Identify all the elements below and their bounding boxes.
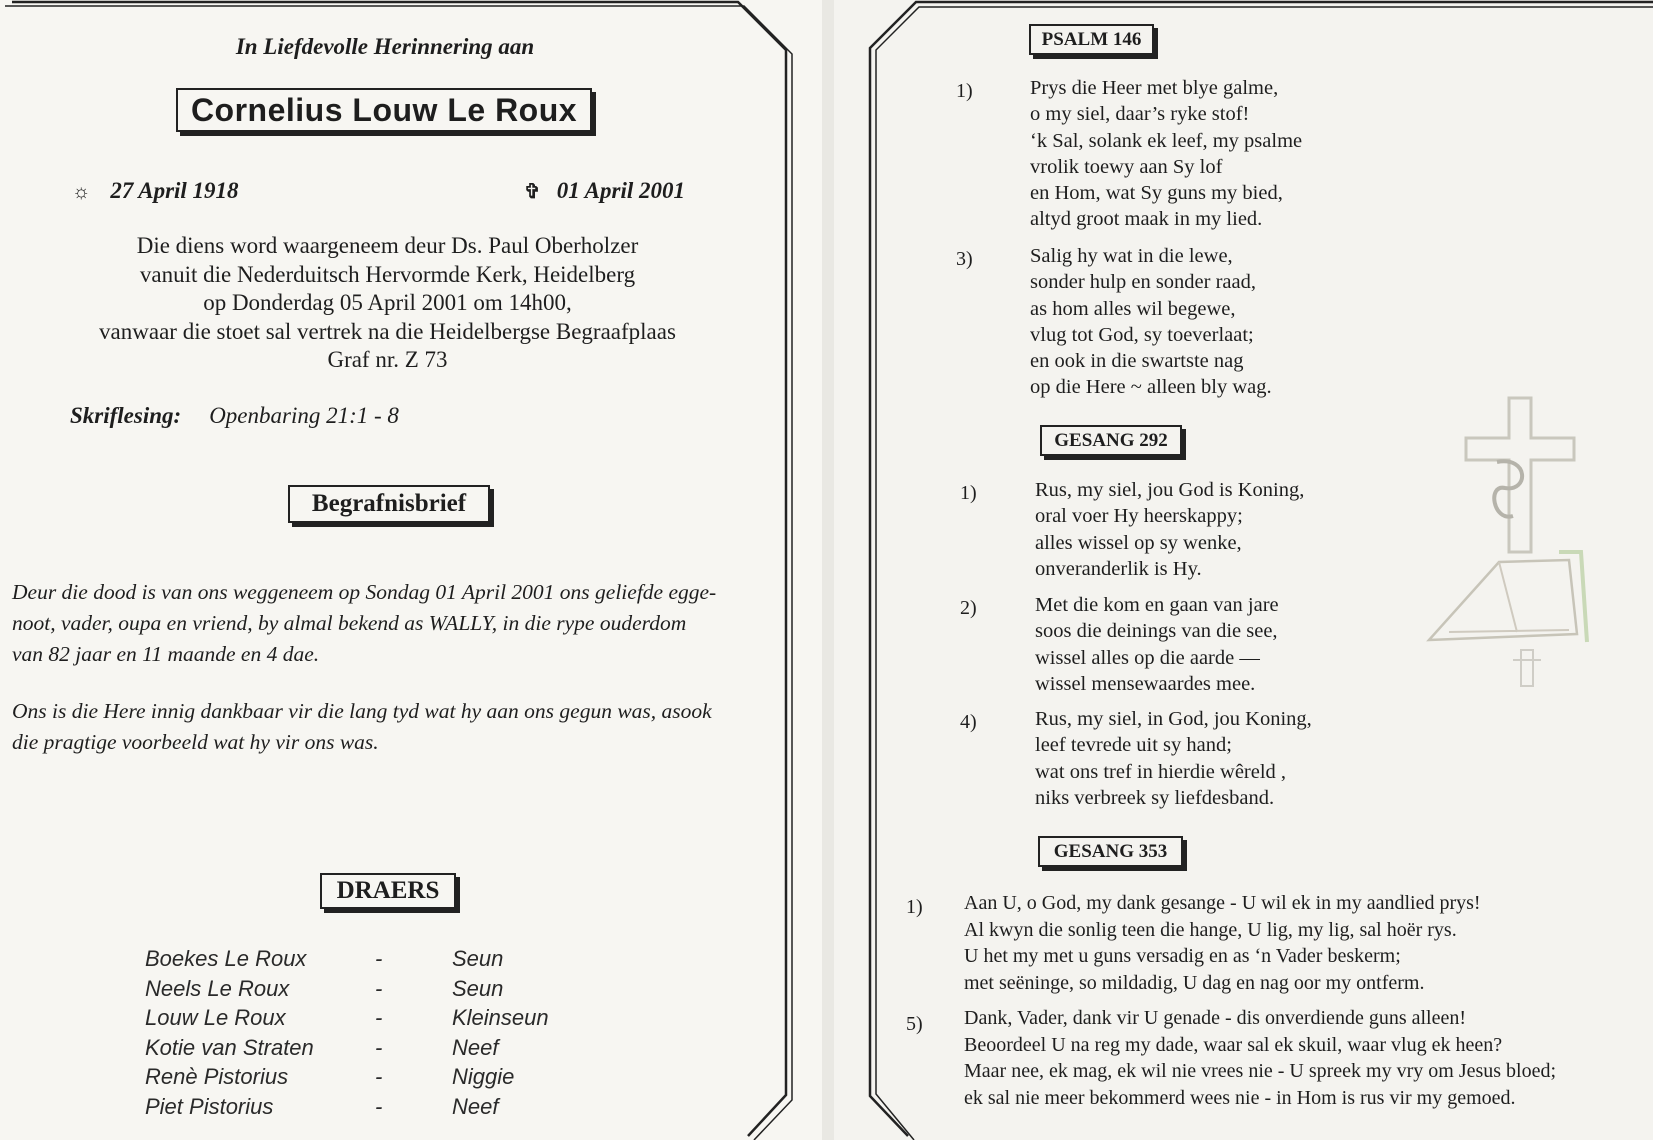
verse-number: 5) <box>906 1013 923 1035</box>
bearer-name: Boekes Le Roux <box>145 946 307 971</box>
bearer-relation: Seun <box>452 946 504 971</box>
birth-date-row <box>72 178 239 204</box>
left-page <box>0 0 822 1140</box>
verse-line: Rus, my siel, in God, jou Koning, <box>1035 708 1312 730</box>
verse-line: leef tevrede uit sy hand; <box>1035 734 1232 757</box>
paragraph-line: die pragtige voorbeeld wat hy vir ons was. <box>12 730 379 754</box>
verse-line: Salig hy wat in die lewe, <box>1030 245 1233 267</box>
verse-number: 1) <box>956 80 973 102</box>
bearer-relation: Niggie <box>452 1064 515 1089</box>
bearer-dash: - <box>375 946 383 971</box>
bearer-dash: - <box>375 1034 383 1060</box>
verse-line: oral voer Hy heerskappy; <box>1035 505 1243 528</box>
reading-label: Skriflesing: <box>70 403 182 428</box>
paragraph-line: van 82 jaar en 11 maande en 4 dae. <box>12 642 320 666</box>
bearer-dash: - <box>375 975 383 1001</box>
bearer-relation: Neef <box>452 1034 499 1060</box>
verse-line: sonder hulp en sonder raad, <box>1030 271 1257 294</box>
verse-line: U het my met u guns versadig en as ‘n Vader beskerm; <box>964 945 1401 967</box>
verse-line: niks verbreek sy liefdesband. <box>1035 786 1275 809</box>
verse-line: Aan U, o God, my dank gesange - U wil ek in my aandlied prys! <box>964 892 1481 914</box>
paragraph-line: Ons is die Here innig dankbaar vir die lang tyd wat hy aan ons gegun was, asook <box>12 699 712 723</box>
verse-line: ek sal nie meer bekommerd wees nie - in Hom is rus vir my gemoed. <box>964 1086 1516 1109</box>
cross-icon: ✞ <box>524 181 541 203</box>
verse-line: vlug tot God, sy toeverlaat; <box>1030 323 1254 346</box>
verse-line: ‘k Sal, solank ek leef, my psalme <box>1030 129 1303 152</box>
service-line: Die diens word waargeneem deur Ds. Paul Oberholzer <box>136 233 639 258</box>
bearer-name: Kotie van Straten <box>145 1034 314 1060</box>
bearer-dash: - <box>375 1064 383 1089</box>
bearer-dash: - <box>375 1093 383 1119</box>
bearer-row <box>145 946 765 976</box>
reading-value: Openbaring 21:1 - 8 <box>209 403 399 428</box>
bearer-row <box>145 1035 765 1065</box>
verse-line: soos die deinings van die see, <box>1035 620 1278 643</box>
death-date: 01 April 2001 <box>556 178 685 203</box>
obituary-paragraph <box>12 577 792 670</box>
gesang-353-verse-1 <box>964 890 1481 996</box>
gesang-292-verse-4 <box>1035 706 1312 811</box>
service-line: op Donderdag 05 April 2001 om 14h00, <box>203 290 572 315</box>
gratitude-paragraph <box>12 696 792 758</box>
verse-line: en Hom, wat Sy guns my bied, <box>1030 182 1283 205</box>
bearer-name: Neels Le Roux <box>145 975 290 1001</box>
deceased-name: Cornelius Louw Le Roux <box>176 88 592 132</box>
page-fold <box>822 0 834 1140</box>
gesang-353-verse-5 <box>964 1005 1556 1111</box>
bearer-row <box>145 1094 765 1124</box>
verse-line: en ook in die swartste nag <box>1030 350 1244 373</box>
bearer-name: Louw Le Roux <box>145 1005 286 1030</box>
service-line: vanuit die Nederduitsch Hervormde Kerk, Heidelberg <box>139 261 636 287</box>
verse-number: 1) <box>906 896 923 918</box>
verse-line: o my siel, daar’s ryke stof! <box>1030 103 1250 126</box>
cross-and-bible-icon <box>1409 392 1619 692</box>
bearer-row <box>145 1064 765 1094</box>
bearer-relation: Neef <box>452 1093 499 1119</box>
verse-line: Dank, Vader, dank vir U genade - dis onverdiende guns alleen! <box>964 1007 1467 1029</box>
section-heading-psalm-146: PSALM 146 <box>1029 24 1154 55</box>
bearer-relation: Kleinseun <box>452 1005 549 1030</box>
verse-line: as hom alles wil begewe, <box>1030 297 1236 320</box>
verse-line: vrolik toewy aan Sy lof <box>1030 155 1223 178</box>
verse-line: altyd groot maak in my lied. <box>1030 208 1263 231</box>
verse-number: 3) <box>956 248 973 270</box>
memorial-subtitle: In Liefdevolle Herinnering aan <box>235 34 535 59</box>
verse-line: met seëninge, so mildadig, U dag en nag oor my ontferm. <box>964 971 1425 994</box>
bearer-name: Renè Pistorius <box>145 1064 289 1089</box>
verse-line: Met die kom en gaan van jare <box>1035 594 1279 616</box>
paragraph-line: Deur die dood is van ons weggeneem op Sondag 01 April 2001 ons geliefde egge- <box>12 580 717 604</box>
verse-line: wat ons tref in hierdie wêreld , <box>1035 760 1287 783</box>
bearer-name: Piet Pistorius <box>145 1093 274 1119</box>
gesang-292-verse-2 <box>1035 592 1279 697</box>
verse-line: Al kwyn die sonlig teen die hange, U lig, my lig, sal hoër rys. <box>964 918 1457 941</box>
bearer-dash: - <box>375 1005 383 1030</box>
section-heading-begrafnisbrief: Begrafnisbrief <box>288 485 490 523</box>
verse-line: alles wissel op sy wenke, <box>1035 531 1242 554</box>
verse-number: 2) <box>960 597 977 619</box>
verse-line: Prys die Heer met blye galme, <box>1030 77 1279 99</box>
right-page <box>834 0 1653 1140</box>
birth-date: 27 April 1918 <box>110 178 239 203</box>
section-heading-draers: DRAERS <box>320 873 456 909</box>
gesang-292-verse-1 <box>1035 477 1304 582</box>
bearer-row <box>145 1005 765 1035</box>
verse-line: Beoordeel U na reg my dade, waar sal ek skuil, waar vlug ek heen? <box>964 1033 1503 1056</box>
death-date-row <box>524 178 685 204</box>
sun-icon: ☼ <box>72 181 91 203</box>
service-line: Graf nr. Z 73 <box>327 347 448 372</box>
verse-line: wissel mensewaardes mee. <box>1035 672 1256 695</box>
verse-line: wissel alles op die aarde — <box>1035 646 1260 669</box>
section-heading-gesang-353: GESANG 353 <box>1038 836 1183 867</box>
section-heading-gesang-292: GESANG 292 <box>1040 425 1182 456</box>
verse-line: op die Here ~ alleen bly wag. <box>1030 376 1272 399</box>
scripture-reading <box>70 403 399 429</box>
psalm-146-verse-3 <box>1030 243 1272 401</box>
bearer-row <box>145 976 765 1006</box>
paragraph-line: noot, vader, oupa en vriend, by almal bekend as WALLY, in die rype ouderdom <box>12 611 687 635</box>
bearer-relation: Seun <box>452 975 504 1001</box>
verse-number: 4) <box>960 711 977 733</box>
verse-line: Maar nee, ek mag, ek wil nie vrees nie - U spreek my vry om Jesus bloed; <box>964 1060 1557 1082</box>
service-line: vanwaar die stoet sal vertrek na die Heidelbergse Begraafplaas <box>99 318 676 344</box>
verse-line: onveranderlik is Hy. <box>1035 557 1202 580</box>
verse-line: Rus, my siel, jou God is Koning, <box>1035 479 1305 501</box>
service-details <box>40 232 735 375</box>
verse-number: 1) <box>960 482 977 504</box>
psalm-146-verse-1 <box>1030 75 1302 233</box>
